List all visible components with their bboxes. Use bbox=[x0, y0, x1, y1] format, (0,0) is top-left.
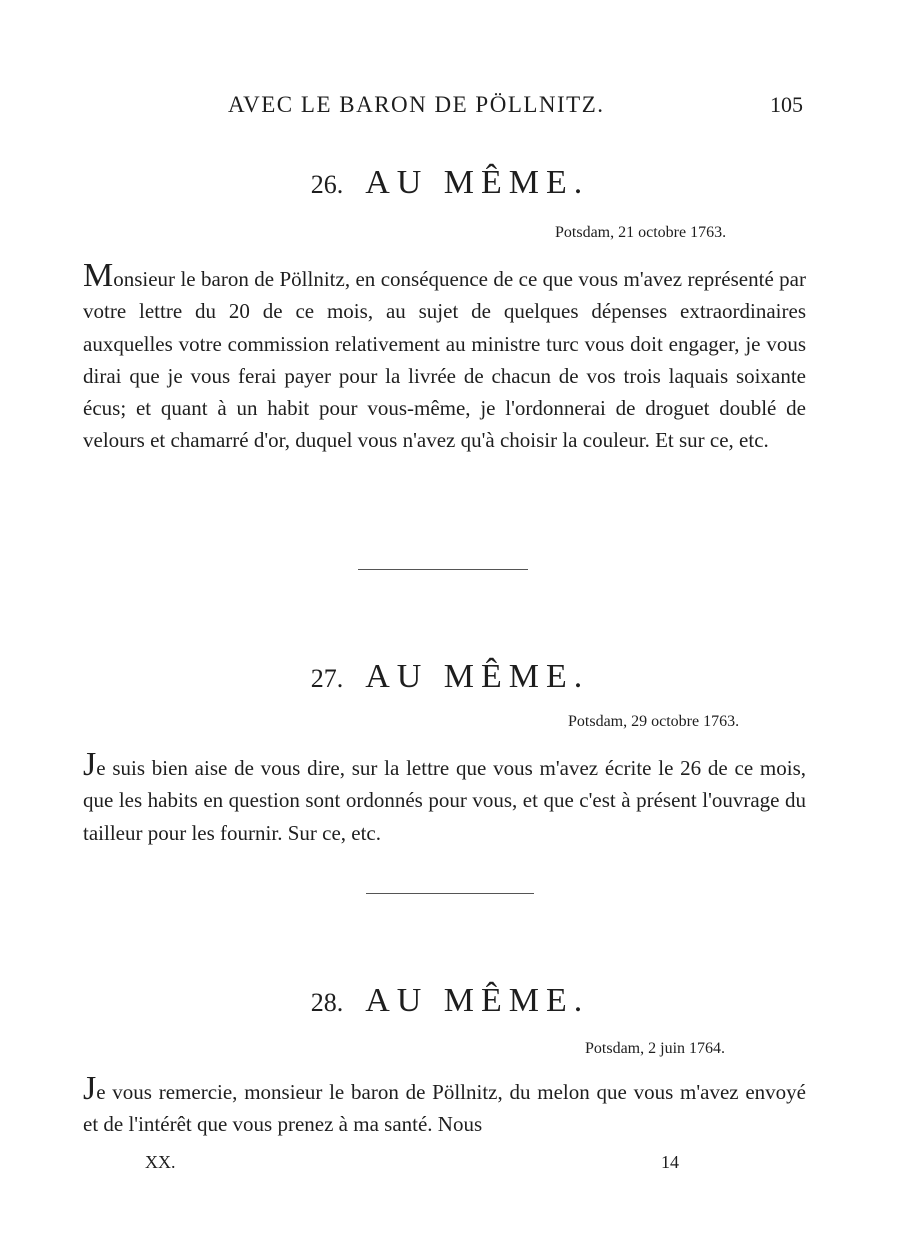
letter-26-dateline: Potsdam, 21 octobre 1763. bbox=[555, 224, 727, 241]
letter-28-body bbox=[83, 1070, 806, 1141]
letter-heading: AU MÊME. bbox=[365, 164, 590, 201]
letter-26-body bbox=[83, 257, 806, 457]
letter-28-dateline: Potsdam, 2 juin 1764. bbox=[585, 1040, 726, 1057]
letter-text: e vous remercie, monsieur le baron de Pöllnitz, du melon que vous m'avez envoyé et de l'intérêt que vous prenez à ma santé. Nous bbox=[83, 1080, 806, 1137]
drop-initial: J bbox=[83, 746, 97, 783]
letter-text: e suis bien aise de vous dire, sur la lettre que vous m'avez écrite le 26 de ce mois, que les habits en question sont ordonnés pour vous, et que c'est à présent l'ouvrage du tailleur pour les fournir. Sur ce, etc. bbox=[83, 756, 806, 845]
signature-number: 14 bbox=[661, 1152, 679, 1172]
letter-28-title bbox=[0, 982, 900, 1020]
letter-heading: AU MÊME. bbox=[365, 982, 590, 1019]
section-divider bbox=[358, 569, 528, 570]
drop-initial: J bbox=[83, 1070, 97, 1107]
page-number: 105 bbox=[770, 92, 803, 117]
signature-mark: XX. bbox=[145, 1152, 176, 1172]
letter-27-title bbox=[0, 658, 900, 696]
letter-number: 26. bbox=[310, 170, 344, 199]
letter-27-dateline: Potsdam, 29 octobre 1763. bbox=[568, 713, 740, 730]
letter-number: 27. bbox=[310, 664, 344, 693]
letter-26-title bbox=[0, 164, 900, 202]
letter-text: onsieur le baron de Pöllnitz, en conséquence de ce que vous m'avez représenté par votre lettre du 20 de ce mois, au sujet de quelques dépenses extraordinaires auxquelles votre commission relativement au ministre turc vous doit engager, je vous dirai que je vous ferai payer pour la livrée de chacun de vos trois laquais soixante écus; et quant à un habit pour vous-même, je l'ordonnerai de droguet doublé de velours et chamarré d'or, duquel vous n'avez qu'à choisir la couleur. Et sur ce, etc. bbox=[83, 267, 806, 453]
letter-heading: AU MÊME. bbox=[365, 658, 590, 695]
drop-initial: M bbox=[83, 257, 114, 294]
running-head: AVEC LE BARON DE PÖLLNITZ. bbox=[228, 92, 605, 117]
section-divider bbox=[366, 893, 534, 894]
letter-27-body bbox=[83, 746, 806, 849]
letter-number: 28. bbox=[310, 988, 344, 1017]
